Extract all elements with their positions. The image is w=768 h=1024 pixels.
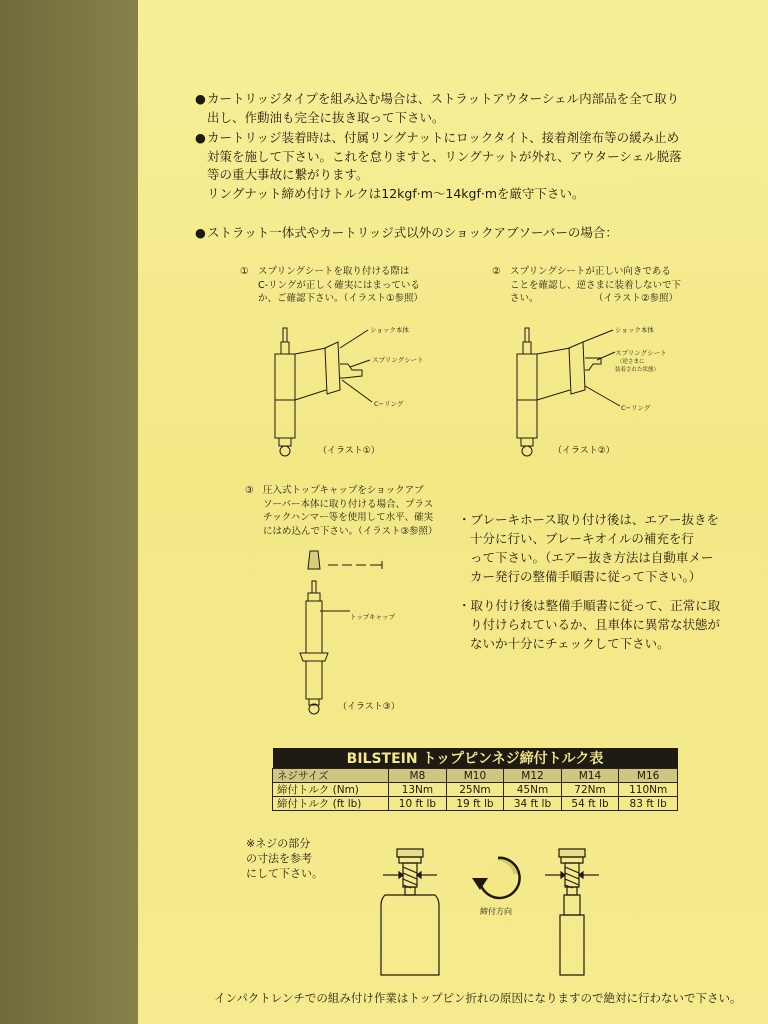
row-label: 締付トルク (ft lb)	[273, 797, 389, 811]
note-line: スプリングシートを取り付ける際は	[258, 266, 410, 277]
table-cell: 54 ft lb	[561, 797, 619, 811]
note-line: スプリングシートが正しい向きである	[510, 266, 671, 277]
note-2-spring-seat-direction	[492, 265, 722, 306]
thread-note-line: ※ネジの部分	[246, 837, 311, 850]
table-row	[273, 797, 678, 811]
header-cell: M14	[561, 769, 619, 783]
table-cell: 72Nm	[561, 783, 619, 797]
note-1-spring-seat	[240, 265, 480, 306]
bullet-icon: ●	[195, 225, 206, 240]
header-cell: M8	[389, 769, 447, 783]
table-cell: 19 ft lb	[446, 797, 504, 811]
side-note-line: ないか十分にチェックして下さい。	[470, 636, 670, 651]
impact-wrench-warning: インパクトレンチでの組み付け作業はトップピン折れの原因になりますので絶対に行わないで下さい。	[214, 991, 742, 1005]
bullet-line: 対策を施して下さい。これを怠りますと、リングナットが外れ、アウターシェル脱落	[207, 148, 682, 164]
thread-note	[246, 836, 323, 881]
header-cell: ネジサイズ	[273, 769, 389, 783]
side-note-line: って下さい。（エアー抜き方法は自動車メー	[470, 550, 714, 565]
label-c-ring: C−リング	[621, 404, 651, 412]
torque-table-header-row	[273, 769, 678, 783]
side-note-line: ・ブレーキホース取り付け後は、エアー抜きを	[458, 512, 720, 527]
caption-illustration-1: （イラスト①）	[318, 446, 380, 456]
bullet-line: 等の重大事故に繋がります。	[207, 167, 369, 182]
bullet-icon: ●	[195, 130, 206, 145]
illustration-2-shock	[505, 320, 705, 470]
bullet-cartridge-mounting	[195, 129, 707, 203]
rotation-label: 締付方向	[480, 907, 512, 916]
note-number: ③	[245, 485, 254, 496]
note-line: か、ご確認下さい。（イラスト①参照）	[258, 293, 423, 304]
side-note-line: カー発行の整備手順書に従って下さい。）	[470, 569, 702, 584]
note-line: にはめ込んで下さい。（イラスト③参照）	[263, 525, 438, 537]
thread-note-line: にして下さい。	[246, 867, 323, 880]
torque-table-title: BILSTEIN トップピンネジ締付トルク表	[273, 748, 678, 769]
note-number: ①	[240, 266, 249, 277]
header-cell: M12	[504, 769, 562, 783]
note-line: 圧入式トップキャップをショックアブ	[263, 485, 424, 496]
note-line: チックハンマー等を使用して水平、確実	[263, 512, 434, 523]
note-line: ことを確認し、逆さまに装着しないで下	[510, 279, 682, 291]
bullet-cartridge-disassembly	[195, 90, 707, 127]
side-note-after-install-check	[458, 596, 758, 653]
note-line: さい。	[510, 293, 539, 304]
table-cell: 83 ft lb	[619, 797, 678, 811]
thread-note-line: の寸法を参考	[246, 852, 312, 865]
thread-diagram-large-body	[375, 845, 445, 980]
label-shock-body: ショック本体	[370, 326, 409, 334]
side-note-brake-hose	[458, 510, 758, 586]
side-note-line: り付けられているか、且車体に異常な状態が	[470, 617, 721, 632]
note-line: C-リングが正しく確実にはまっている	[258, 279, 420, 291]
label-spring-seat-note: 装着された状態）	[615, 367, 660, 373]
row-label: 締付トルク (Nm)	[273, 783, 389, 797]
table-cell: 34 ft lb	[504, 797, 562, 811]
table-cell: 13Nm	[389, 783, 447, 797]
note-line: ソーバー本体に取り付ける場合、プラス	[263, 498, 434, 510]
side-note-line: 十分に行い、ブレーキオイルの補充を行	[470, 531, 694, 546]
header-cell: M10	[446, 769, 504, 783]
label-spring-seat: スプリングシート	[372, 356, 424, 364]
caption-illustration-3: （イラスト③）	[338, 702, 400, 712]
side-note-line: ・取り付け後は整備手順書に従って、正常に取	[458, 598, 721, 613]
note-3-top-cap	[245, 484, 475, 538]
bullet-line: カートリッジタイプを組み込む場合は、ストラットアウターシェル内部品を全て取り	[207, 91, 680, 106]
table-row	[273, 783, 678, 797]
table-cell: 110Nm	[619, 783, 678, 797]
label-shock-body: ショック本体	[615, 326, 654, 334]
bullet-line: カートリッジ装着時は、付属リングナットにロックタイト、接着剤塗布等の緩み止め	[207, 130, 680, 145]
thread-diagram-slim-body	[540, 845, 610, 980]
label-spring-seat: スプリングシート	[615, 349, 667, 357]
note-number: ②	[492, 266, 501, 277]
illustration-1-shock	[260, 320, 440, 470]
bullet-line: リングナット締め付けトルクは12kgf·m〜14kgf·mを厳守下さい。	[207, 185, 585, 201]
bullet-icon: ●	[195, 91, 206, 106]
torque-table	[272, 748, 678, 811]
caption-illustration-2: （イラスト②）	[553, 446, 615, 456]
label-c-ring: C−リング	[374, 400, 404, 408]
table-cell: 25Nm	[446, 783, 504, 797]
bullet-line: ストラット一体式やカートリッジ式以外のショックアブソーバーの場合：	[207, 225, 618, 240]
left-margin-band	[0, 0, 138, 1024]
bullet-other-shocks	[195, 224, 707, 243]
label-top-cap: トップキャップ	[350, 613, 396, 621]
table-cell: 10 ft lb	[389, 797, 447, 811]
illustration-3-top-cap	[290, 545, 440, 725]
note-line: （イラスト②参照）	[598, 293, 678, 304]
bullet-line: 出し、作動油も完全に抜き取って下さい。	[207, 109, 445, 125]
header-cell: M16	[619, 769, 678, 783]
table-cell: 45Nm	[504, 783, 562, 797]
label-spring-seat-note: （逆さまに	[617, 359, 645, 365]
rotation-arrow-icon	[470, 852, 526, 912]
